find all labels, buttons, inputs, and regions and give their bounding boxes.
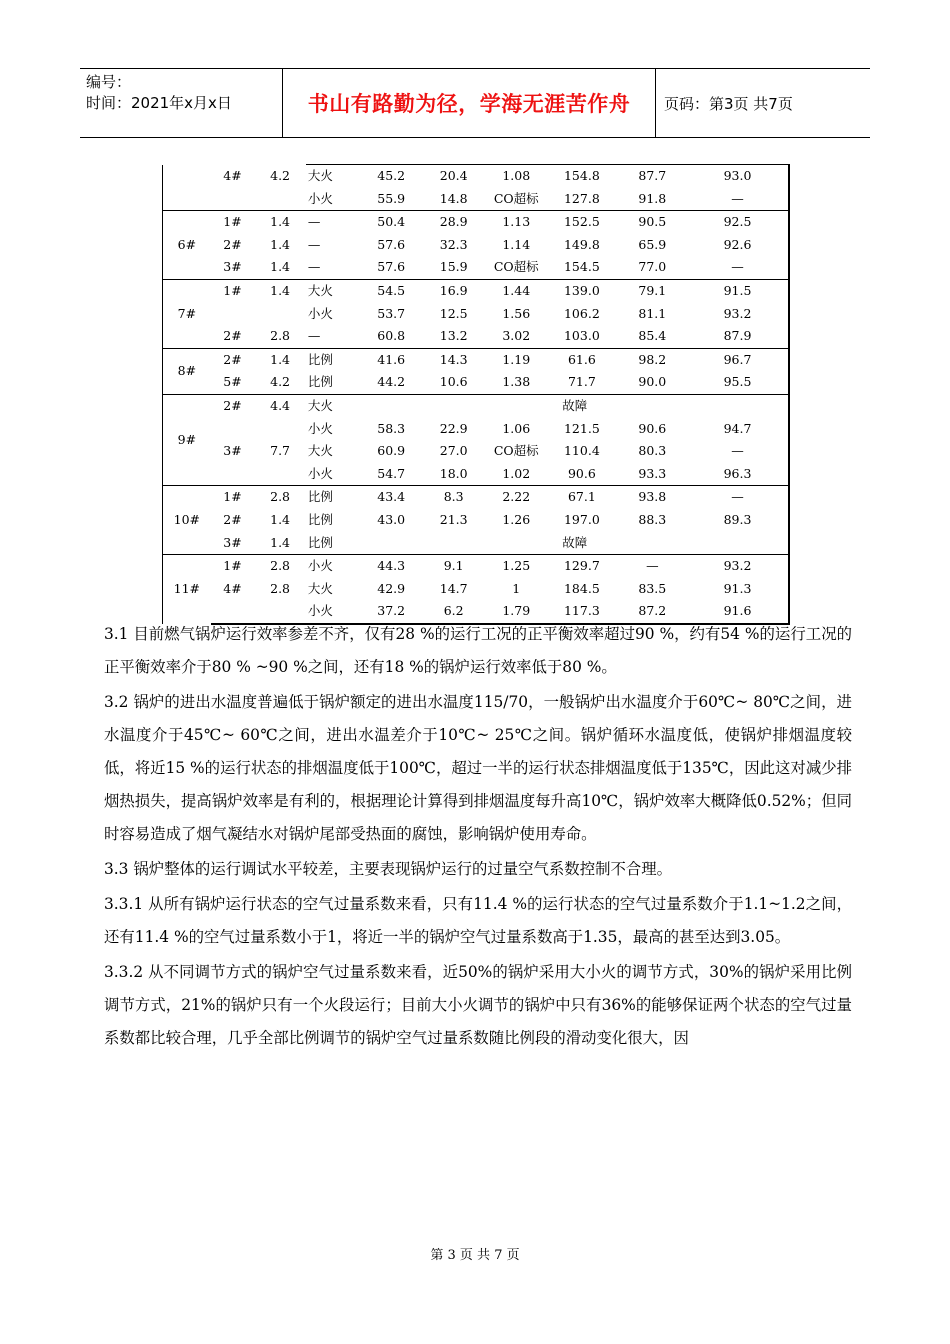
value-cell: 58.3 bbox=[377, 420, 406, 436]
paragraph-3-2: 3.2 锅炉的进出水温度普遍低于锅炉额定的进出水温度115/70，一般锅炉出水温度介于60℃~ 80℃之间，进水温度介于45℃~ 60℃之间，进出水温差介于10℃~ 25℃之间。锅炉循环水温度低，使锅炉排烟温度较低，将近15 %的运行状态的排烟温度低于100℃，超过一半的运行状态排烟温度低于135℃，因此这对减少排烟热损失，提高锅炉效率是有利的，根据理论计算得到排烟温度每升高10℃，锅炉效率大概降低0.52%；但同时容易造成了烟气凝结水对锅炉尾部受热面的腐蚀，影响锅炉使用寿命。 bbox=[104, 693, 852, 843]
mode-cell: 小火 bbox=[306, 555, 362, 578]
body-text bbox=[104, 618, 852, 1057]
paragraph-3-3: 3.3 锅炉整体的运行调试水平较差，主要表现锅炉运行的过量空气系数控制不合理。 bbox=[104, 860, 673, 878]
capacity-cell bbox=[254, 303, 306, 326]
paragraph-3-3-2: 3.3.2 从不同调节方式的锅炉空气过量系数来看，近50%的锅炉采用大小火的调节方式，30%的锅炉采用比例调节方式，21%的锅炉只有一个火段运行；目前大小火调节的锅炉中只有36%的能够保证两个状态的空气过量系数都比较合理，几乎全部比例调节的锅炉空气过量系数随比例段的滑动变化很大，因 bbox=[104, 963, 852, 1047]
unit-cell: 3# bbox=[223, 259, 242, 275]
capacity-cell: 7.7 bbox=[270, 443, 291, 459]
value-cell: 90.6 bbox=[638, 420, 667, 436]
value-cell: 1.56 bbox=[502, 305, 531, 321]
value-cell: CO超标 bbox=[493, 259, 539, 275]
table-row bbox=[163, 555, 790, 578]
mode-cell: 比例 bbox=[307, 534, 333, 550]
value-cell: 184.5 bbox=[563, 580, 600, 596]
value-cell: 14.7 bbox=[439, 580, 468, 596]
table-row bbox=[163, 509, 790, 532]
header-page-label: 页码：第3页 共7页 bbox=[664, 94, 793, 113]
value-cell: 21.3 bbox=[439, 511, 468, 527]
mode-cell: — bbox=[307, 328, 321, 344]
mode-cell: 大火 bbox=[306, 279, 362, 302]
value-cell: — bbox=[618, 555, 687, 578]
value-cell: 94.7 bbox=[687, 418, 789, 441]
value-cell: 54.5 bbox=[361, 279, 421, 302]
fault-cell: 故障 bbox=[361, 394, 789, 417]
value-cell: 6.2 bbox=[421, 600, 486, 624]
table-row bbox=[163, 211, 790, 234]
mode-cell: 小火 bbox=[307, 305, 333, 321]
unit-cell: 2# bbox=[223, 511, 242, 527]
value-cell: 37.2 bbox=[361, 600, 421, 624]
table-row bbox=[163, 165, 790, 188]
value-cell: 96.3 bbox=[687, 463, 789, 486]
value-cell: 89.3 bbox=[687, 509, 789, 532]
value-cell: 121.5 bbox=[563, 420, 600, 436]
header-meta bbox=[86, 72, 282, 114]
value-cell: 87.2 bbox=[618, 600, 687, 624]
value-cell: 1.08 bbox=[486, 165, 546, 188]
value-cell: — bbox=[687, 188, 789, 211]
page-header bbox=[80, 68, 870, 138]
unit-cell: 2# bbox=[211, 394, 255, 417]
value-cell: 91.8 bbox=[638, 190, 667, 206]
value-cell: 77.0 bbox=[638, 259, 667, 275]
value-cell: 8.3 bbox=[421, 486, 486, 509]
value-cell: — bbox=[687, 256, 789, 279]
value-cell: 43.0 bbox=[377, 511, 406, 527]
boiler-data-table bbox=[162, 164, 790, 625]
value-cell: 117.3 bbox=[546, 600, 617, 624]
value-cell: 32.3 bbox=[439, 236, 468, 252]
group-label-cell: 11# bbox=[163, 555, 211, 624]
value-cell: 139.0 bbox=[546, 279, 617, 302]
capacity-cell: 1.4 bbox=[270, 259, 291, 275]
mode-cell: — bbox=[306, 211, 362, 234]
value-cell: 1.13 bbox=[486, 211, 546, 234]
group-label-cell: 8# bbox=[163, 348, 211, 394]
value-cell: 1.02 bbox=[502, 465, 531, 481]
table-row bbox=[163, 325, 790, 348]
value-cell: 79.1 bbox=[618, 279, 687, 302]
mode-cell: 大火 bbox=[307, 580, 333, 596]
capacity-cell: 1.4 bbox=[270, 236, 291, 252]
table-row bbox=[163, 188, 790, 211]
group-label-cell: 7# bbox=[163, 279, 211, 348]
value-cell: 93.8 bbox=[618, 486, 687, 509]
capacity-cell bbox=[254, 188, 306, 211]
table-row bbox=[163, 394, 790, 417]
table-row bbox=[163, 348, 790, 371]
paragraph-3-1: 3.1 目前燃气锅炉运行效率参差不齐，仅有28 %的运行工况的正平衡效率超过90 %，约有54 %的运行工况的正平衡效率介于80 % ~90 %之间，还有18 %的锅炉运行效率低于80 %。 bbox=[104, 625, 852, 676]
table-row bbox=[163, 486, 790, 509]
value-cell: 152.5 bbox=[546, 211, 617, 234]
unit-cell: 2# bbox=[223, 328, 242, 344]
value-cell: 88.3 bbox=[638, 511, 667, 527]
mode-cell: — bbox=[307, 236, 321, 252]
paragraph-3-3-1: 3.3.1 从所有锅炉运行状态的空气过量系数来看，只有11.4 %的运行状态的空气过量系数介于1.1~1.2之间，还有11.4 %的空气过量系数小于1，将近一半的锅炉空气过量系数高于1.35，最高的甚至达到3.05。 bbox=[104, 895, 852, 946]
capacity-cell: 2.8 bbox=[254, 486, 306, 509]
value-cell: 93.3 bbox=[638, 465, 667, 481]
capacity-cell bbox=[254, 418, 306, 441]
mode-cell: 大火 bbox=[306, 394, 362, 417]
value-cell: 44.3 bbox=[361, 555, 421, 578]
table-row bbox=[163, 578, 790, 601]
value-cell: 60.8 bbox=[377, 328, 406, 344]
value-cell: 93.2 bbox=[687, 303, 789, 326]
date-label: 时间：2021年x月x日 bbox=[86, 94, 232, 112]
capacity-cell: 1.4 bbox=[254, 348, 306, 371]
group-label-cell: 6# bbox=[163, 211, 211, 280]
value-cell: 42.9 bbox=[377, 580, 406, 596]
value-cell: 93.0 bbox=[687, 165, 789, 188]
value-cell: 55.9 bbox=[377, 190, 406, 206]
value-cell: 9.1 bbox=[421, 555, 486, 578]
capacity-cell: 2.8 bbox=[270, 580, 291, 596]
value-cell: 85.4 bbox=[638, 328, 667, 344]
capacity-cell: 2.8 bbox=[270, 328, 291, 344]
value-cell: 65.9 bbox=[638, 236, 667, 252]
value-cell: 43.4 bbox=[361, 486, 421, 509]
group-label-cell: 10# bbox=[163, 486, 211, 555]
value-cell: 149.8 bbox=[563, 236, 600, 252]
value-cell: 1 bbox=[512, 580, 521, 596]
value-cell: 67.1 bbox=[546, 486, 617, 509]
value-cell: 91.5 bbox=[687, 279, 789, 302]
table-row bbox=[163, 418, 790, 441]
value-cell: 81.1 bbox=[638, 305, 667, 321]
value-cell: 1.06 bbox=[502, 420, 531, 436]
capacity-cell: 4.4 bbox=[254, 394, 306, 417]
value-cell: 92.5 bbox=[687, 211, 789, 234]
mode-cell: 小火 bbox=[307, 190, 333, 206]
value-cell: 44.2 bbox=[377, 374, 406, 390]
number-label: 编号： bbox=[86, 73, 132, 91]
table-row bbox=[163, 440, 790, 463]
unit-cell: 2# bbox=[211, 348, 255, 371]
table-row bbox=[163, 234, 790, 257]
value-cell: 57.6 bbox=[377, 259, 406, 275]
mode-cell: 大火 bbox=[307, 443, 333, 459]
value-cell: 15.9 bbox=[439, 259, 468, 275]
value-cell: 14.8 bbox=[439, 190, 468, 206]
unit-cell: 5# bbox=[223, 374, 242, 390]
value-cell: 1.25 bbox=[486, 555, 546, 578]
value-cell: — bbox=[687, 440, 789, 463]
value-cell: 87.7 bbox=[618, 165, 687, 188]
mode-cell: 比例 bbox=[307, 511, 333, 527]
value-cell: 127.8 bbox=[563, 190, 600, 206]
unit-cell: 4# bbox=[223, 167, 242, 183]
value-cell: 96.7 bbox=[687, 348, 789, 371]
value-cell: 90.0 bbox=[638, 374, 667, 390]
capacity-cell bbox=[254, 463, 306, 486]
value-cell: 98.2 bbox=[618, 348, 687, 371]
mode-cell: 小火 bbox=[307, 420, 333, 436]
unit-cell bbox=[211, 188, 255, 211]
value-cell: 197.0 bbox=[563, 511, 600, 527]
unit-cell bbox=[211, 418, 255, 441]
value-cell: 10.6 bbox=[439, 374, 468, 390]
value-cell: 53.7 bbox=[377, 305, 406, 321]
value-cell: 1.19 bbox=[486, 348, 546, 371]
mode-cell: 小火 bbox=[307, 465, 333, 481]
capacity-cell: 1.4 bbox=[270, 511, 291, 527]
value-cell: 60.9 bbox=[377, 443, 406, 459]
unit-cell: 1# bbox=[211, 211, 255, 234]
unit-cell: 1# bbox=[211, 279, 255, 302]
value-cell: 90.5 bbox=[618, 211, 687, 234]
value-cell: 90.6 bbox=[567, 465, 596, 481]
value-cell: 41.6 bbox=[361, 348, 421, 371]
capacity-cell: 1.4 bbox=[254, 279, 306, 302]
value-cell: 106.2 bbox=[563, 305, 600, 321]
value-cell: 1.38 bbox=[502, 374, 531, 390]
value-cell: 103.0 bbox=[563, 328, 600, 344]
value-cell: 95.5 bbox=[687, 371, 789, 394]
value-cell: 57.6 bbox=[377, 236, 406, 252]
table-row bbox=[163, 532, 790, 555]
value-cell: 91.6 bbox=[687, 600, 789, 624]
unit-cell: 1# bbox=[211, 486, 255, 509]
value-cell: 16.9 bbox=[421, 279, 486, 302]
value-cell: 45.2 bbox=[361, 165, 421, 188]
capacity-cell: 1.4 bbox=[270, 534, 291, 550]
table-row bbox=[163, 256, 790, 279]
value-cell: 1.44 bbox=[486, 279, 546, 302]
value-cell: 22.9 bbox=[439, 420, 468, 436]
value-cell: 1.79 bbox=[486, 600, 546, 624]
unit-cell bbox=[211, 303, 255, 326]
value-cell: 28.9 bbox=[421, 211, 486, 234]
value-cell: 3.02 bbox=[502, 328, 531, 344]
value-cell: 154.5 bbox=[563, 259, 600, 275]
value-cell: 1.14 bbox=[502, 236, 531, 252]
value-cell: 50.4 bbox=[361, 211, 421, 234]
table-row bbox=[163, 463, 790, 486]
value-cell: 1.26 bbox=[502, 511, 531, 527]
capacity-cell: 1.4 bbox=[254, 211, 306, 234]
value-cell: 91.3 bbox=[687, 578, 789, 601]
value-cell: 20.4 bbox=[421, 165, 486, 188]
fault-cell: 故障 bbox=[361, 532, 789, 555]
value-cell: 129.7 bbox=[546, 555, 617, 578]
unit-cell: 3# bbox=[223, 443, 242, 459]
mode-cell: 小火 bbox=[306, 600, 362, 624]
group-label-cell bbox=[163, 165, 211, 211]
value-cell: — bbox=[687, 486, 789, 509]
value-cell: 93.2 bbox=[687, 555, 789, 578]
mode-cell: 比例 bbox=[307, 374, 333, 390]
value-cell: 61.6 bbox=[546, 348, 617, 371]
value-cell: 87.9 bbox=[687, 325, 789, 348]
value-cell: 14.3 bbox=[421, 348, 486, 371]
table-row bbox=[163, 371, 790, 394]
value-cell: 83.5 bbox=[638, 580, 667, 596]
mode-cell: 比例 bbox=[306, 348, 362, 371]
value-cell: 27.0 bbox=[439, 443, 468, 459]
value-cell: 2.22 bbox=[486, 486, 546, 509]
value-cell: 110.4 bbox=[563, 443, 600, 459]
unit-cell bbox=[211, 463, 255, 486]
mode-cell: — bbox=[307, 259, 321, 275]
unit-cell: 2# bbox=[223, 236, 242, 252]
value-cell: CO超标 bbox=[493, 190, 539, 206]
mode-cell: 比例 bbox=[306, 486, 362, 509]
value-cell: 12.5 bbox=[439, 305, 468, 321]
unit-cell: 1# bbox=[211, 555, 255, 578]
mode-cell: 大火 bbox=[306, 165, 362, 188]
value-cell: 18.0 bbox=[439, 465, 468, 481]
value-cell: 54.7 bbox=[377, 465, 406, 481]
value-cell: 71.7 bbox=[567, 374, 596, 390]
value-cell: 92.6 bbox=[687, 234, 789, 257]
group-label-cell: 9# bbox=[163, 394, 211, 485]
unit-cell: 3# bbox=[223, 534, 242, 550]
value-cell: 13.2 bbox=[439, 328, 468, 344]
capacity-cell: 4.2 bbox=[270, 374, 291, 390]
value-cell: 154.8 bbox=[546, 165, 617, 188]
table-row bbox=[163, 303, 790, 326]
capacity-cell: 4.2 bbox=[270, 167, 291, 183]
value-cell: CO超标 bbox=[493, 443, 539, 459]
page-footer: 第 3 页 共 7 页 bbox=[430, 1248, 520, 1263]
header-motto: 书山有路勤为径，学海无涯苦作舟 bbox=[282, 69, 656, 137]
unit-cell: 4# bbox=[223, 580, 242, 596]
table-row bbox=[163, 279, 790, 302]
capacity-cell: 2.8 bbox=[254, 555, 306, 578]
value-cell: 80.3 bbox=[638, 443, 667, 459]
